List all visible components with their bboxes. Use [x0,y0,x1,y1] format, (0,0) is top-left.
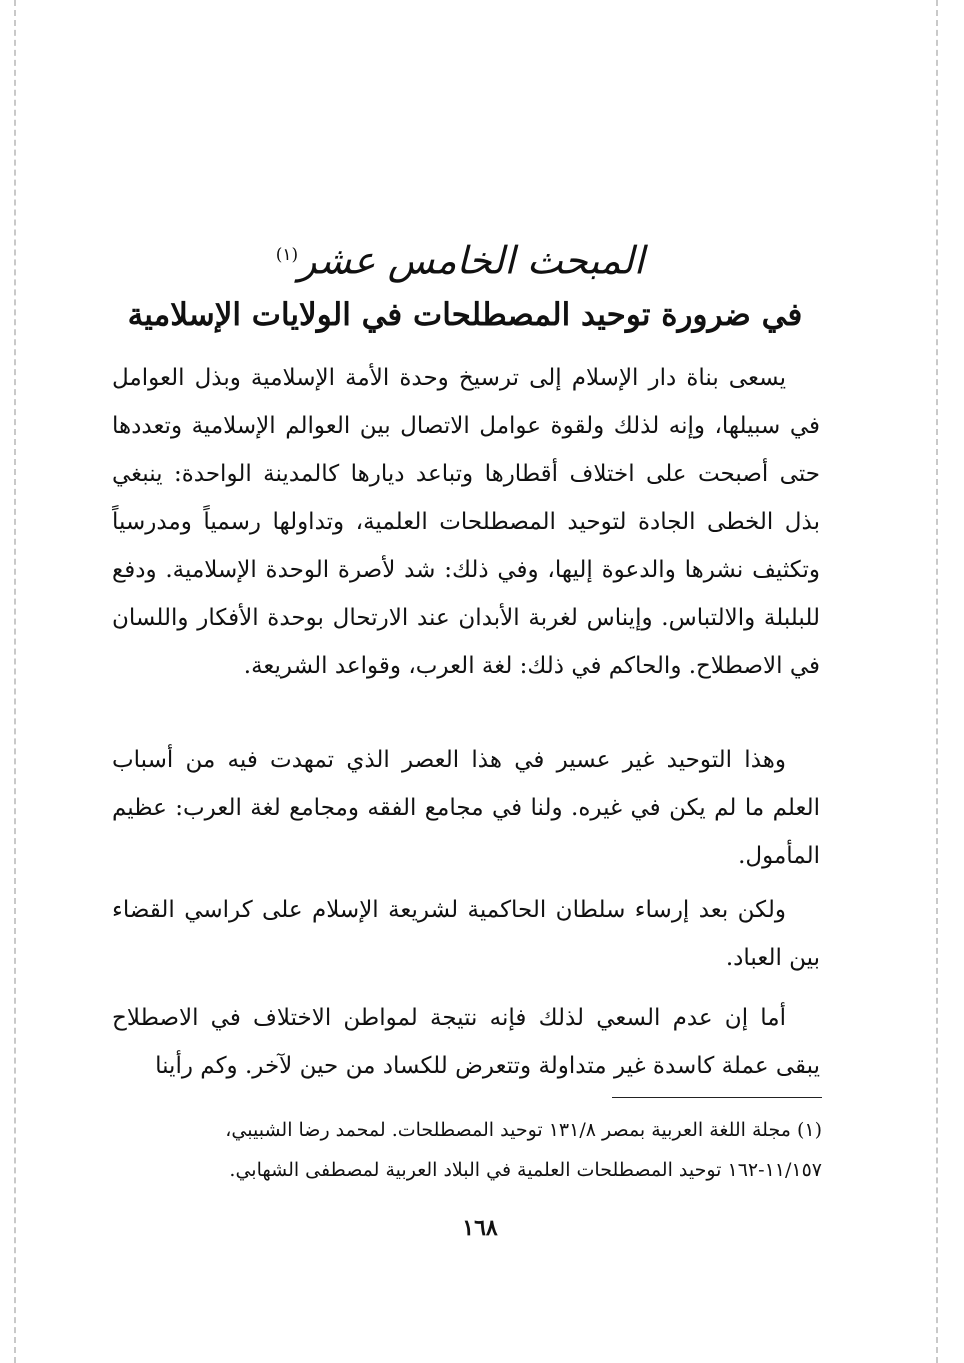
footnote-line: (١) مجلة اللغة العربية بمصر ١٣١/٨ توحيد المصطلحات. لمحمد رضا الشبيبي، [225,1119,822,1141]
chapter-heading-text: المبحث الخامس عشر [298,238,645,283]
chapter-heading [250,228,670,288]
body-paragraph-3 [112,886,820,982]
footnote-marker: (١) [275,245,299,265]
paragraph-text: يسعى بناة دار الإسلام إلى ترسيخ وحدة الأمة الإسلامية وبذل العوامل في سبيلها، وإنه لذلك ولقوة عوامل الاتصال بين العوالم الإسلامية وتعددها حتى أصبحت على اختلاف أقطارها وتباعد ديارها كالمدينة الواحدة: ينبغي بذل الخطى الجادة لتوحيد المصطلحات العلمية، وتداولها رسمياً ومدرسياً وتكثيف نشرها والدعوة إليها، وفي ذلك: شد لأصرة الوحدة الإسلامية. ودفع للبلبلة والالتباس. وإيناس لغربة الأبدان عند الارتحال بوحدة الأفكار واللسان في الاصطلاح. والحاكم في ذلك: لغة العرب، وقواعد الشريعة. [112,365,820,679]
scan-edge-right [936,0,938,1363]
footnotes [112,1110,822,1190]
body-paragraph-1 [112,354,820,690]
paragraph-text: ولكن بعد إرساء سلطان الحاكمية لشريعة الإسلام على كراسي القضاء بين العباد. [112,897,820,971]
body-paragraph-4 [112,994,820,1090]
page-number: ١٦٨ [462,1215,498,1241]
paragraph-text: أما إن عدم السعي لذلك فإنه نتيجة لمواطن الاختلاف في الاصطلاح يبقى عملة كاسدة غير متداولة وتتعرض للكساد من حين لآخر. وكم رأينا [112,1005,820,1079]
footnote-divider [612,1097,822,1098]
paragraph-text: وهذا التوحيد غير عسير في هذا العصر الذي تمهدت فيه من أسباب العلم ما لم يكن في غيره. ولنا في مجامع الفقه ومجامع لغة العرب: عظيم المأمول. [112,747,820,869]
scan-edge-left [14,0,16,1363]
page-title: في ضرورة توحيد المصطلحات في الولايات الإسلامية [127,297,803,333]
footnote-line: ١١/١٥٧-١٦٢ توحيد المصطلحات العلمية في البلاد العربية لمصطفى الشهابي. [229,1159,822,1181]
body-paragraph-2 [112,736,820,880]
